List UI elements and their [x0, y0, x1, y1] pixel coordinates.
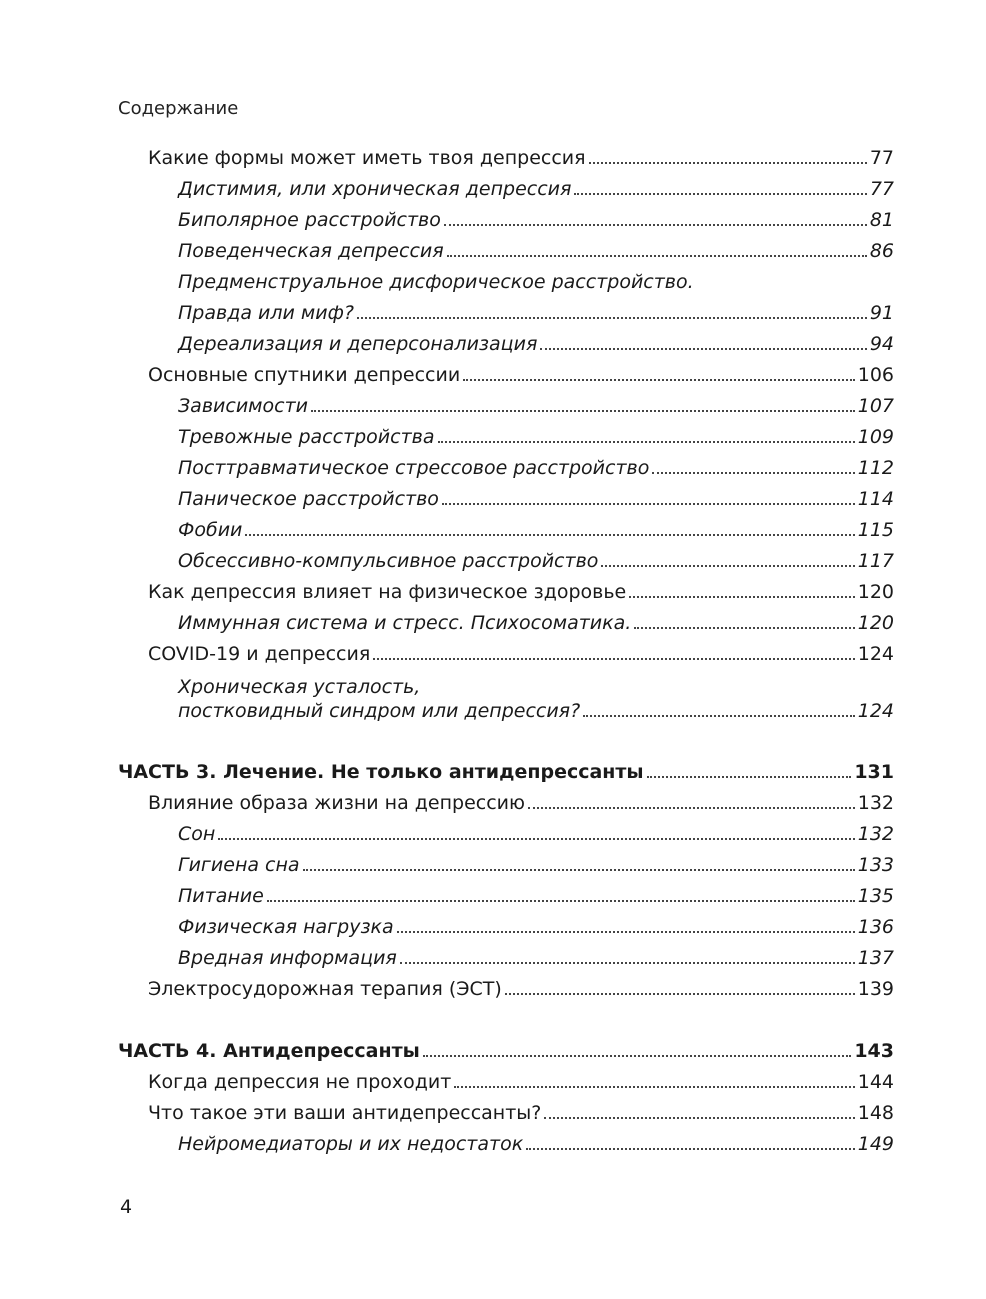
toc-entry-page: 148 — [857, 1102, 894, 1124]
toc-entry-page: 112 — [857, 457, 894, 479]
toc-entry-page: 94 — [869, 333, 894, 355]
dot-leader — [400, 961, 855, 964]
dot-leader — [447, 254, 867, 257]
toc-entry-page: 137 — [857, 947, 894, 969]
toc-entry-title: Влияние образа жизни на депрессию — [148, 792, 526, 814]
toc-entry-title: Фобии — [178, 519, 243, 541]
dot-leader — [311, 409, 855, 412]
toc-entry-page: 133 — [857, 854, 894, 876]
toc-entry — [178, 822, 894, 846]
toc-entry-title: Нейромедиаторы и их недостаток — [178, 1133, 524, 1155]
toc-entry-page: 149 — [857, 1133, 894, 1155]
toc-entry-title: ЧАСТЬ 3. Лечение. Не только антидепрессанты — [118, 761, 644, 783]
toc-entry — [178, 915, 894, 939]
dot-leader — [634, 626, 854, 629]
toc-entry — [178, 239, 894, 263]
toc-entry — [178, 549, 894, 573]
toc-entry — [148, 146, 894, 170]
toc-entry-title: постковидный синдром или депрессия? — [178, 700, 581, 722]
dot-leader — [505, 992, 855, 995]
dot-leader — [589, 161, 867, 164]
toc-entry — [148, 642, 894, 666]
toc-entry — [178, 946, 894, 970]
toc-entry — [148, 1101, 894, 1125]
toc-entry — [178, 853, 894, 877]
page-number: 4 — [120, 1196, 133, 1218]
toc-entry — [178, 332, 894, 356]
running-head: Содержание — [118, 98, 239, 119]
toc-entry — [178, 425, 894, 449]
toc-entry-title: Электросудорожная терапия (ЭСТ) — [148, 978, 502, 1000]
toc-entry-page: 81 — [869, 209, 894, 231]
toc-entry-title: Посттравматическое стрессовое расстройство — [178, 457, 650, 479]
dot-leader — [454, 1085, 854, 1088]
dot-leader — [463, 378, 855, 381]
toc-entry-page: 86 — [869, 240, 894, 262]
dot-leader — [544, 1116, 854, 1119]
dot-leader — [357, 316, 867, 319]
toc-entry-page: 120 — [857, 581, 894, 603]
toc-entry-page: 91 — [869, 302, 894, 324]
toc-entry-title-line: Хроническая усталость, — [178, 676, 421, 698]
dot-leader — [601, 564, 854, 567]
toc-entry-page: 77 — [869, 178, 894, 200]
dot-leader — [423, 1054, 852, 1057]
toc-entry-title: Биполярное расстройство — [178, 209, 441, 231]
dot-leader — [528, 806, 855, 809]
dot-leader — [583, 714, 855, 717]
dot-leader — [647, 775, 852, 778]
toc-part-entry — [118, 760, 894, 784]
toc-entry-page: 132 — [857, 823, 894, 845]
toc-entry-page: 117 — [857, 550, 894, 572]
dot-leader — [267, 899, 855, 902]
dot-leader — [540, 347, 866, 350]
toc-entry-page: 107 — [857, 395, 894, 417]
toc-entry-title: Гигиена сна — [178, 854, 300, 876]
toc-entry-title: Питание — [178, 885, 264, 907]
toc-entry — [148, 791, 894, 815]
toc-entry — [178, 456, 894, 480]
toc-entry — [148, 580, 894, 604]
toc-entry — [178, 518, 894, 542]
toc-entry-page: 143 — [854, 1040, 894, 1062]
toc-entry-page: 139 — [857, 978, 894, 1000]
toc-entry-page: 132 — [857, 792, 894, 814]
toc-entry — [178, 177, 894, 201]
toc-entry-page: 124 — [857, 700, 894, 722]
toc-entry-title: ЧАСТЬ 4. Антидепрессанты — [118, 1040, 420, 1062]
toc-entry-title: Паническое расстройство — [178, 488, 439, 510]
toc-entry-title: Правда или миф? — [178, 302, 354, 324]
toc-entry-page: 109 — [857, 426, 894, 448]
toc-entry-title: Обсессивно-компульсивное расстройство — [178, 550, 599, 572]
toc-entry-page: 136 — [857, 916, 894, 938]
toc-entry-title: Как депрессия влияет на физическое здоровье — [148, 581, 627, 603]
toc-entry-title: Какие формы может иметь твоя депрессия — [148, 147, 586, 169]
toc-entry — [178, 301, 894, 325]
toc-entry-title: Иммунная система и стресс. Психосоматика. — [178, 612, 632, 634]
dot-leader — [438, 440, 855, 443]
dot-leader — [218, 837, 854, 840]
toc-entry-page: 144 — [857, 1071, 894, 1093]
dot-leader — [526, 1147, 855, 1150]
toc-entry-title: Вредная информация — [178, 947, 397, 969]
toc-entry — [178, 487, 894, 511]
dot-leader — [245, 533, 854, 536]
toc-entry-title: Тревожные расстройства — [178, 426, 435, 448]
toc-entry-page: 135 — [857, 885, 894, 907]
toc-entry-page: 131 — [854, 761, 894, 783]
toc-entry-title: Поведенческая депрессия — [178, 240, 444, 262]
toc-entry-page: 106 — [857, 364, 894, 386]
toc-entry — [178, 884, 894, 908]
toc-entry-title: Когда депрессия не проходит — [148, 1071, 452, 1093]
toc-entry-title: Дистимия, или хроническая депрессия — [178, 178, 572, 200]
dot-leader — [574, 192, 866, 195]
toc-entry-page: 77 — [869, 147, 894, 169]
toc-entry-page: 120 — [857, 612, 894, 634]
toc-entry — [178, 1132, 894, 1156]
toc-entry-page: 115 — [857, 519, 894, 541]
dot-leader — [373, 657, 854, 660]
toc-entry-title: Дереализация и деперсонализация — [178, 333, 538, 355]
toc-entry-title: Что такое эти ваши антидепрессанты? — [148, 1102, 542, 1124]
toc-entry-title: Физическая нагрузка — [178, 916, 394, 938]
toc-entry-page: 114 — [857, 488, 894, 510]
toc-part-entry — [118, 1039, 894, 1063]
toc-entry — [148, 977, 894, 1001]
toc-entry-title: Зависимости — [178, 395, 308, 417]
toc-entry — [178, 208, 894, 232]
toc-entry-title: Основные спутники депрессии — [148, 364, 461, 386]
toc-entry-title-line: Предменструальное дисфорическое расстройство. — [178, 271, 694, 293]
toc-entry — [178, 699, 894, 723]
toc-entry-title: Сон — [178, 823, 216, 845]
toc-entry-page: 124 — [857, 643, 894, 665]
toc-entry — [178, 611, 894, 635]
toc-entry — [178, 394, 894, 418]
dot-leader — [397, 930, 855, 933]
dot-leader — [652, 471, 854, 474]
dot-leader — [303, 868, 855, 871]
dot-leader — [444, 223, 867, 226]
toc-entry — [148, 363, 894, 387]
dot-leader — [442, 502, 855, 505]
toc-entry-title: COVID-19 и депрессия — [148, 643, 371, 665]
toc-entry — [148, 1070, 894, 1094]
dot-leader — [629, 595, 854, 598]
